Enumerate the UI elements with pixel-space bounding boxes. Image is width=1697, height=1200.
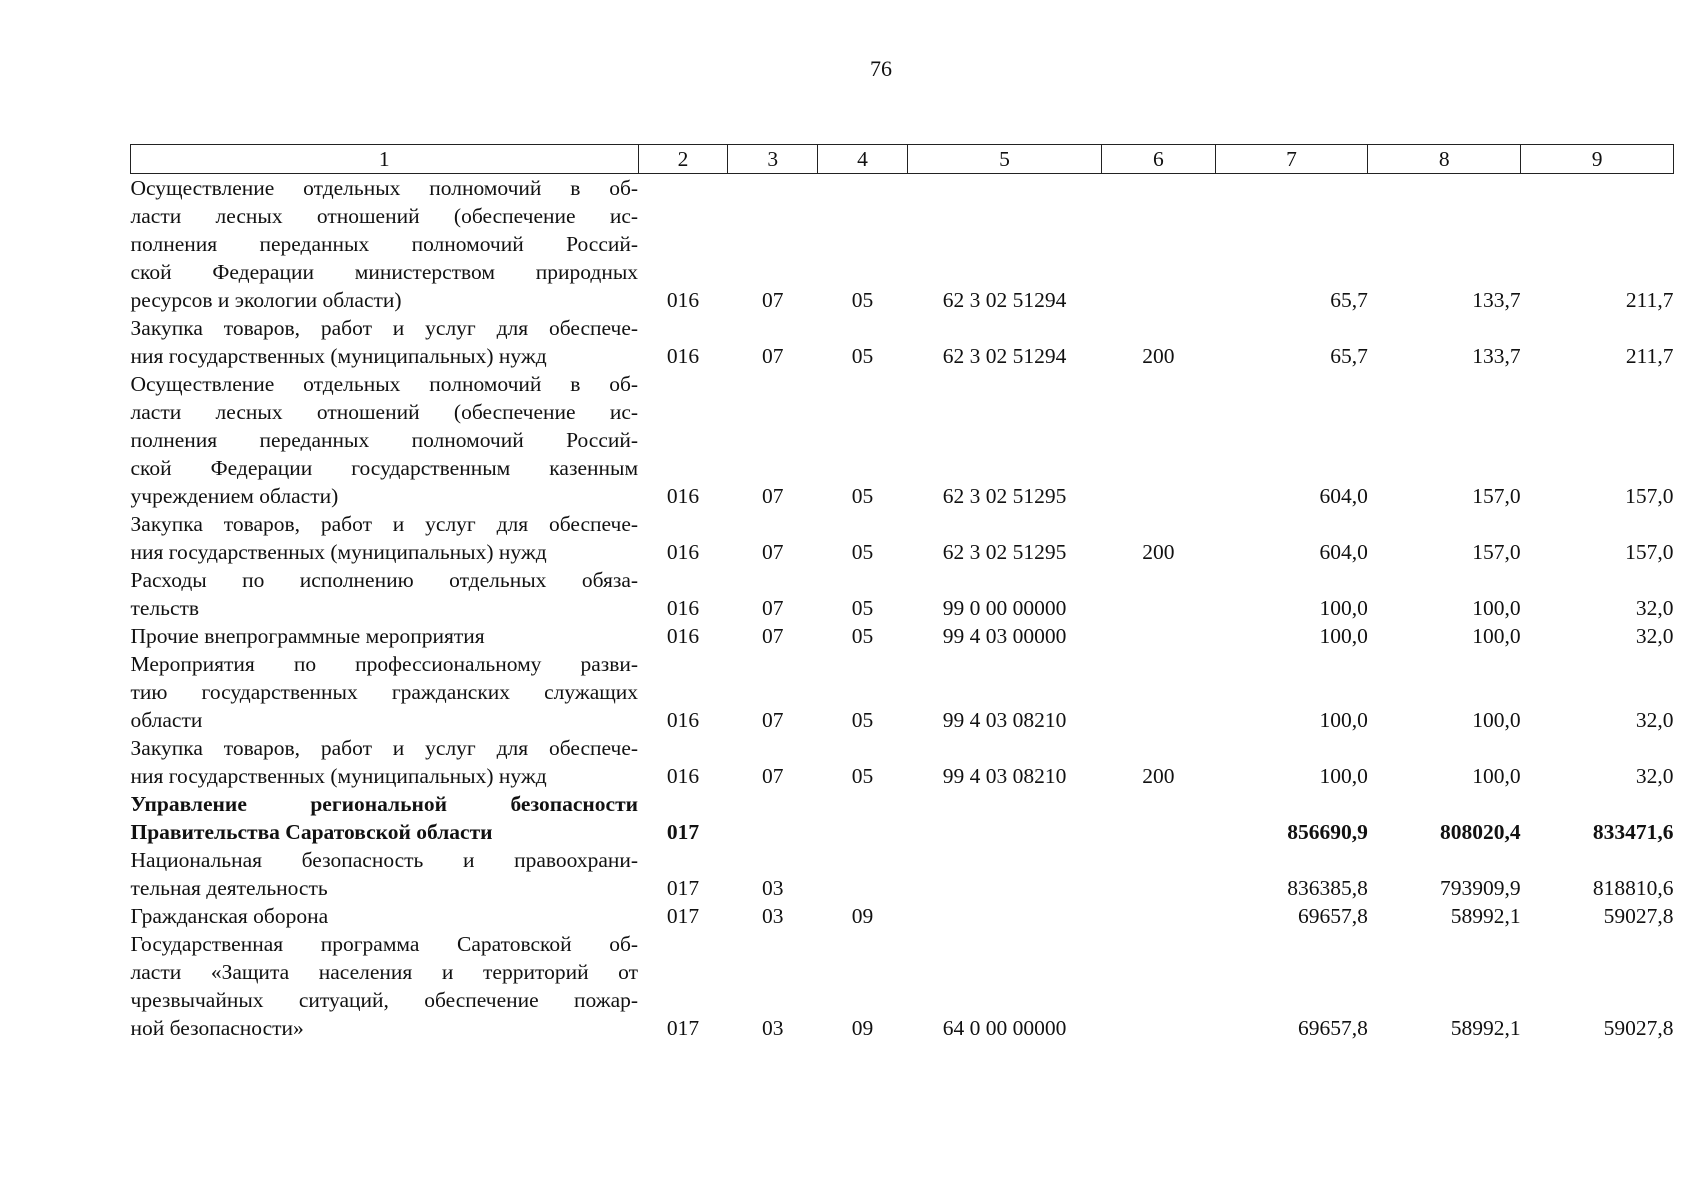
amount-col-9: 833471,6	[1592, 820, 1674, 844]
section-code: 07	[761, 624, 784, 648]
amount-col-7: 100,0	[1319, 596, 1368, 620]
row-name	[131, 790, 639, 846]
amount-col-9: 818810,6	[1592, 876, 1674, 900]
row-name-line: тию государственных гражданских служащих	[130, 680, 639, 704]
row-name	[131, 314, 639, 370]
amount-col-8: 58992,1	[1450, 1016, 1521, 1040]
amount-col-8: 58992,1	[1450, 904, 1521, 928]
ministry-code: 016	[666, 288, 700, 312]
expense-type-code	[1102, 902, 1215, 930]
row-name	[131, 734, 639, 790]
row-name-line: Закупка товаров, работ и услуг для обеспече-	[130, 316, 639, 340]
amount-col-9: 32,0	[1635, 596, 1674, 620]
row-name	[131, 510, 639, 566]
amount-col-9: 157,0	[1625, 540, 1674, 564]
expense-type-code: 200	[1142, 764, 1175, 788]
subsection-code: 05	[851, 288, 874, 312]
subsection-code: 09	[851, 1016, 874, 1040]
expense-type-code: 200	[1142, 540, 1175, 564]
header-row	[131, 145, 1674, 174]
row-name-line: Осуществление отдельных полномочий в об-	[130, 176, 639, 200]
row-name-line: Закупка товаров, работ и услуг для обеспече-	[130, 512, 639, 536]
row-name-line: Национальная безопасность и правоохрани-	[130, 848, 639, 872]
row-name	[131, 930, 639, 1042]
row-name	[131, 370, 639, 510]
amount-col-8: 100,0	[1472, 764, 1521, 788]
row-name-line: Прочие внепрограммные мероприятия	[130, 624, 485, 648]
ministry-code: 016	[666, 708, 700, 732]
row-name-line: ной безопасности»	[130, 1016, 304, 1040]
section-code	[728, 790, 818, 846]
header-col-1: 1	[131, 145, 639, 174]
ministry-code: 016	[666, 764, 700, 788]
target-article-code: 99 0 00 00000	[942, 596, 1067, 620]
row-name-line: ния государственных (муниципальных) нужд	[130, 764, 547, 788]
subsection-code	[818, 846, 908, 902]
ministry-code: 017	[666, 1016, 700, 1040]
target-article-code	[907, 790, 1101, 846]
amount-col-7: 604,0	[1319, 484, 1368, 508]
subsection-code: 05	[851, 484, 874, 508]
row-name-line: Гражданская оборона	[130, 904, 329, 928]
row-name-line: Расходы по исполнению отдельных обяза-	[130, 568, 639, 592]
expense-type-code	[1102, 622, 1215, 650]
section-code: 03	[761, 876, 784, 900]
row-name-line: чрезвычайных ситуаций, обеспечение пожар-	[130, 988, 639, 1012]
row-name	[131, 650, 639, 734]
row-name-line: Правительства Саратовской области	[130, 820, 493, 844]
row-name-line: тельств	[130, 596, 200, 620]
amount-col-8: 133,7	[1472, 288, 1521, 312]
expense-type-code	[1102, 930, 1215, 1042]
ministry-code: 017	[666, 876, 700, 900]
table-row	[131, 790, 1674, 846]
table-row	[131, 622, 1674, 650]
header-col-4: 4	[818, 145, 908, 174]
table-row	[131, 930, 1674, 1042]
ministry-code: 016	[666, 344, 700, 368]
ministry-code: 017	[666, 904, 700, 928]
amount-col-8: 100,0	[1472, 708, 1521, 732]
subsection-code: 05	[851, 624, 874, 648]
expense-type-code: 200	[1142, 344, 1175, 368]
amount-col-9: 32,0	[1635, 708, 1674, 732]
table-row	[131, 314, 1674, 370]
table-body	[131, 174, 1674, 1043]
ministry-code: 017	[666, 820, 700, 844]
row-name-line: Управление региональной безопасности	[130, 792, 639, 816]
amount-col-7: 856690,9	[1287, 820, 1368, 844]
row-name-line: полнения переданных полномочий Россий-	[130, 428, 639, 452]
section-code: 07	[761, 344, 784, 368]
amount-col-9: 157,0	[1625, 484, 1674, 508]
amount-col-7: 69657,8	[1297, 904, 1368, 928]
subsection-code: 05	[851, 708, 874, 732]
header-col-6: 6	[1102, 145, 1215, 174]
expense-type-code	[1102, 650, 1215, 734]
row-name-line: ния государственных (муниципальных) нужд	[130, 540, 547, 564]
target-article-code: 62 3 02 51295	[942, 484, 1067, 508]
amount-col-9: 59027,8	[1603, 1016, 1674, 1040]
ministry-code: 016	[666, 484, 700, 508]
table-row	[131, 846, 1674, 902]
target-article-code: 99 4 03 08210	[942, 708, 1067, 732]
amount-col-7: 100,0	[1319, 708, 1368, 732]
row-name-line: Государственная программа Саратовской об-	[130, 932, 639, 956]
row-name-line: ской Федерации государственным казенным	[130, 456, 639, 480]
table-row	[131, 650, 1674, 734]
row-name-line: ния государственных (муниципальных) нужд	[130, 344, 547, 368]
ministry-code: 016	[666, 624, 700, 648]
section-code: 07	[761, 596, 784, 620]
subsection-code	[818, 790, 908, 846]
amount-col-8: 133,7	[1472, 344, 1521, 368]
header-col-9: 9	[1521, 145, 1674, 174]
amount-col-9: 211,7	[1625, 288, 1674, 312]
amount-col-7: 65,7	[1330, 288, 1368, 312]
amount-col-7: 69657,8	[1297, 1016, 1368, 1040]
expense-type-code	[1102, 846, 1215, 902]
amount-col-9: 32,0	[1635, 624, 1674, 648]
subsection-code: 05	[851, 764, 874, 788]
row-name	[131, 566, 639, 622]
target-article-code: 99 4 03 08210	[942, 764, 1067, 788]
amount-col-8: 100,0	[1472, 596, 1521, 620]
ministry-code: 016	[666, 540, 700, 564]
row-name	[131, 622, 639, 650]
table-row	[131, 902, 1674, 930]
amount-col-7: 836385,8	[1287, 876, 1368, 900]
ministry-code: 016	[666, 596, 700, 620]
row-name	[131, 174, 639, 315]
amount-col-8: 157,0	[1472, 540, 1521, 564]
section-code: 07	[761, 484, 784, 508]
row-name-line: Мероприятия по профессиональному разви-	[130, 652, 639, 676]
expense-type-code	[1102, 790, 1215, 846]
expense-type-code	[1102, 174, 1215, 315]
target-article-code: 64 0 00 00000	[942, 1016, 1067, 1040]
row-name-line: ской Федерации министерством природных	[130, 260, 639, 284]
target-article-code: 99 4 03 00000	[942, 624, 1067, 648]
amount-col-8: 157,0	[1472, 484, 1521, 508]
row-name-line: ласти «Защита населения и территорий от	[130, 960, 639, 984]
section-code: 03	[761, 1016, 784, 1040]
amount-col-9: 211,7	[1625, 344, 1674, 368]
subsection-code: 05	[851, 344, 874, 368]
row-name-line: области	[130, 708, 203, 732]
expense-type-code	[1102, 370, 1215, 510]
target-article-code	[907, 902, 1101, 930]
row-name-line: учреждением области)	[130, 484, 339, 508]
row-name-line: Закупка товаров, работ и услуг для обеспече-	[130, 736, 639, 760]
header-col-5: 5	[907, 145, 1101, 174]
target-article-code	[907, 846, 1101, 902]
table-row	[131, 734, 1674, 790]
row-name	[131, 846, 639, 902]
table-row	[131, 510, 1674, 566]
amount-col-8: 100,0	[1472, 624, 1521, 648]
budget-table	[130, 144, 1674, 1042]
table-row	[131, 566, 1674, 622]
header-col-7: 7	[1215, 145, 1368, 174]
section-code: 03	[761, 904, 784, 928]
row-name-line: ресурсов и экологии области)	[130, 288, 402, 312]
row-name-line: тельная деятельность	[130, 876, 328, 900]
amount-col-7: 65,7	[1330, 344, 1368, 368]
row-name-line: ласти лесных отношений (обеспечение ис-	[130, 204, 639, 228]
page-number: 76	[870, 56, 892, 81]
subsection-code: 09	[851, 904, 874, 928]
target-article-code: 62 3 02 51295	[942, 540, 1067, 564]
header-col-8: 8	[1368, 145, 1521, 174]
amount-col-9: 59027,8	[1603, 904, 1674, 928]
amount-col-8: 793909,9	[1440, 876, 1521, 900]
header-col-3: 3	[728, 145, 818, 174]
subsection-code: 05	[851, 596, 874, 620]
row-name-line: ласти лесных отношений (обеспечение ис-	[130, 400, 639, 424]
amount-col-7: 604,0	[1319, 540, 1368, 564]
section-code: 07	[761, 288, 784, 312]
row-name	[131, 902, 639, 930]
section-code: 07	[761, 540, 784, 564]
table-row	[131, 370, 1674, 510]
header-col-2: 2	[638, 145, 728, 174]
section-code: 07	[761, 708, 784, 732]
amount-col-8: 808020,4	[1440, 820, 1521, 844]
target-article-code: 62 3 02 51294	[942, 344, 1067, 368]
subsection-code: 05	[851, 540, 874, 564]
section-code: 07	[761, 764, 784, 788]
expense-type-code	[1102, 566, 1215, 622]
table-row	[131, 174, 1674, 315]
row-name-line: полнения переданных полномочий Россий-	[130, 232, 639, 256]
target-article-code: 62 3 02 51294	[942, 288, 1067, 312]
row-name-line: Осуществление отдельных полномочий в об-	[130, 372, 639, 396]
amount-col-7: 100,0	[1319, 624, 1368, 648]
amount-col-9: 32,0	[1635, 764, 1674, 788]
amount-col-7: 100,0	[1319, 764, 1368, 788]
